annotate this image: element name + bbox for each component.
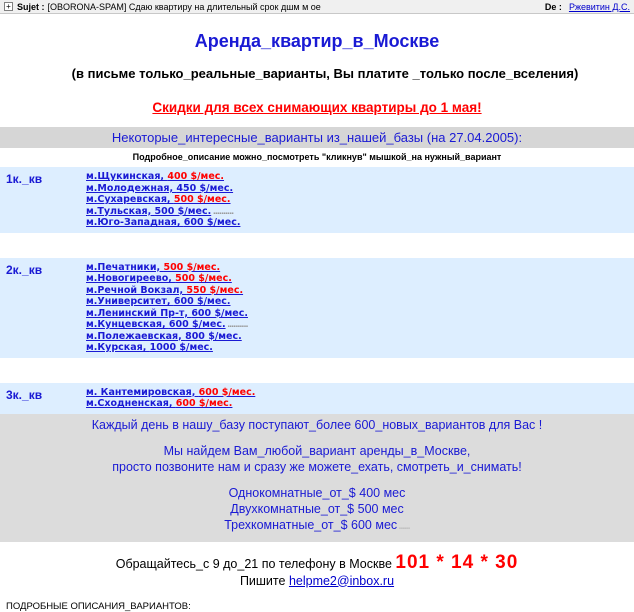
- noise-text: ▪▪▪▪▪▪▪▪▪▪: [399, 525, 410, 530]
- variants-band: Некоторые_интересные_варианты из_нашей_базы (на 27.04.2005):: [0, 127, 634, 148]
- list-item: [86, 296, 248, 308]
- listing-link[interactable]: м.Курская, 1000 $/мес.: [86, 342, 213, 353]
- promo-block: [0, 414, 634, 542]
- listing-link[interactable]: м.Речной Вокзал, 550 $/мес.: [86, 284, 244, 296]
- list-item: [86, 183, 240, 195]
- group-label: 1к._кв: [6, 172, 43, 186]
- discount-text: Скидки для всех снимающих квартиры до 1 мая!: [152, 100, 482, 115]
- list-item: [86, 331, 248, 343]
- listing-link[interactable]: м.Юго-Западная, 600 $/мес.: [86, 217, 241, 228]
- list-item: [86, 387, 255, 399]
- price-line: Однокомнатные_от_$ 400 мес: [228, 485, 406, 500]
- from-label: De :: [544, 2, 562, 12]
- group-2k: [0, 258, 634, 358]
- promo-line: Каждый день в нашу_базу поступают_более 600_новых_вариантов для Вас !: [91, 417, 543, 432]
- subject-value: [OBORONA-SPAM] Сдаю квартиру на длительный срок дшм м ое: [47, 1, 321, 12]
- call-line: Обращайтесь_с 9 до_21 по телефону в Москве 101 * 14 * 30: [115, 551, 519, 573]
- subject-label: Sujet :: [17, 1, 45, 12]
- listing-list: [86, 262, 248, 354]
- listing-link[interactable]: м.Полежаевская, 800 $/мес.: [86, 330, 242, 342]
- listing-link[interactable]: м.Кунцевская, 600 $/мес.: [86, 319, 226, 330]
- price-line: Трехкомнатные_от_$ 600 мес ▪▪▪▪▪▪▪▪▪▪: [224, 517, 410, 532]
- list-item: [86, 171, 240, 183]
- message-header: [0, 0, 634, 14]
- noise-text: ▪▪▪▪▪▪▪▪▪▪: [213, 210, 234, 215]
- promo-line: просто позвоните нам и сразу же можете_ехать, смотреть_и_снимать!: [112, 459, 522, 474]
- email-link[interactable]: helpme2@inbox.ru: [288, 573, 395, 588]
- from-link[interactable]: Ржевитин Д.С.: [568, 2, 630, 12]
- contact-block: [0, 552, 634, 588]
- expand-icon[interactable]: +: [4, 2, 13, 11]
- listing-link[interactable]: м.Тульская, 500 $/мес.: [86, 205, 212, 217]
- listing-link[interactable]: м.Новогиреево, 500 $/мес.: [86, 273, 232, 284]
- list-item: [86, 194, 240, 206]
- listing-link[interactable]: м.Печатники, 500 $/мес.: [86, 261, 221, 273]
- listing-link[interactable]: м.Молодежная, 450 $/мес.: [86, 182, 234, 194]
- listing-link[interactable]: м.Щукинская, 400 $/мес.: [86, 171, 225, 182]
- from-area: [545, 0, 630, 14]
- group-1k: [0, 167, 634, 233]
- write-line: Пишите helpme2@inbox.ru: [239, 573, 395, 588]
- list-item: [86, 217, 240, 229]
- list-item: [86, 308, 248, 320]
- details-heading: ПОДРОБНЫЕ ОПИСАНИЯ_ВАРИАНТОВ:: [6, 600, 191, 612]
- list-item: [86, 273, 248, 285]
- group-label: 3к._кв: [6, 387, 43, 402]
- listing-link[interactable]: м.Университет, 600 $/мес.: [86, 296, 231, 307]
- listing-list: [86, 171, 240, 229]
- list-item: [86, 206, 240, 218]
- list-item: [86, 262, 248, 274]
- page-title: Аренда_квартир_в_Москве: [194, 31, 440, 51]
- noise-text: ▪▪▪▪▪▪▪▪▪▪: [227, 324, 248, 328]
- phone-number: 101 * 14 * 30: [395, 551, 519, 573]
- listing-link[interactable]: м.Сухаревская, 500 $/мес.: [86, 194, 231, 205]
- list-item: [86, 342, 248, 354]
- list-item: [86, 285, 248, 297]
- listing-link[interactable]: м. Кантемировская, 600 $/мес.: [86, 386, 256, 398]
- listing-list: [86, 387, 255, 410]
- group-label: 2к._кв: [6, 262, 43, 277]
- promo-line: Мы найдем Вам_любой_вариант аренды_в_Москве,: [163, 443, 471, 458]
- listing-link[interactable]: м.Сходненская, 600 $/мес.: [86, 398, 233, 409]
- list-item: [86, 398, 255, 410]
- subtitle: (в письме только_реальные_варианты, Вы платите _только после_вселения): [71, 66, 579, 81]
- hint-text: Подробное_описание можно_посмотреть "кликнув" мышкой_на нужный_вариант: [132, 152, 502, 162]
- list-item: [86, 319, 248, 331]
- listing-link[interactable]: м.Ленинский Пр-т, 600 $/мес.: [86, 307, 248, 319]
- price-line: Двухкомнатные_от_$ 500 мес: [230, 501, 404, 516]
- group-3k: [0, 383, 634, 414]
